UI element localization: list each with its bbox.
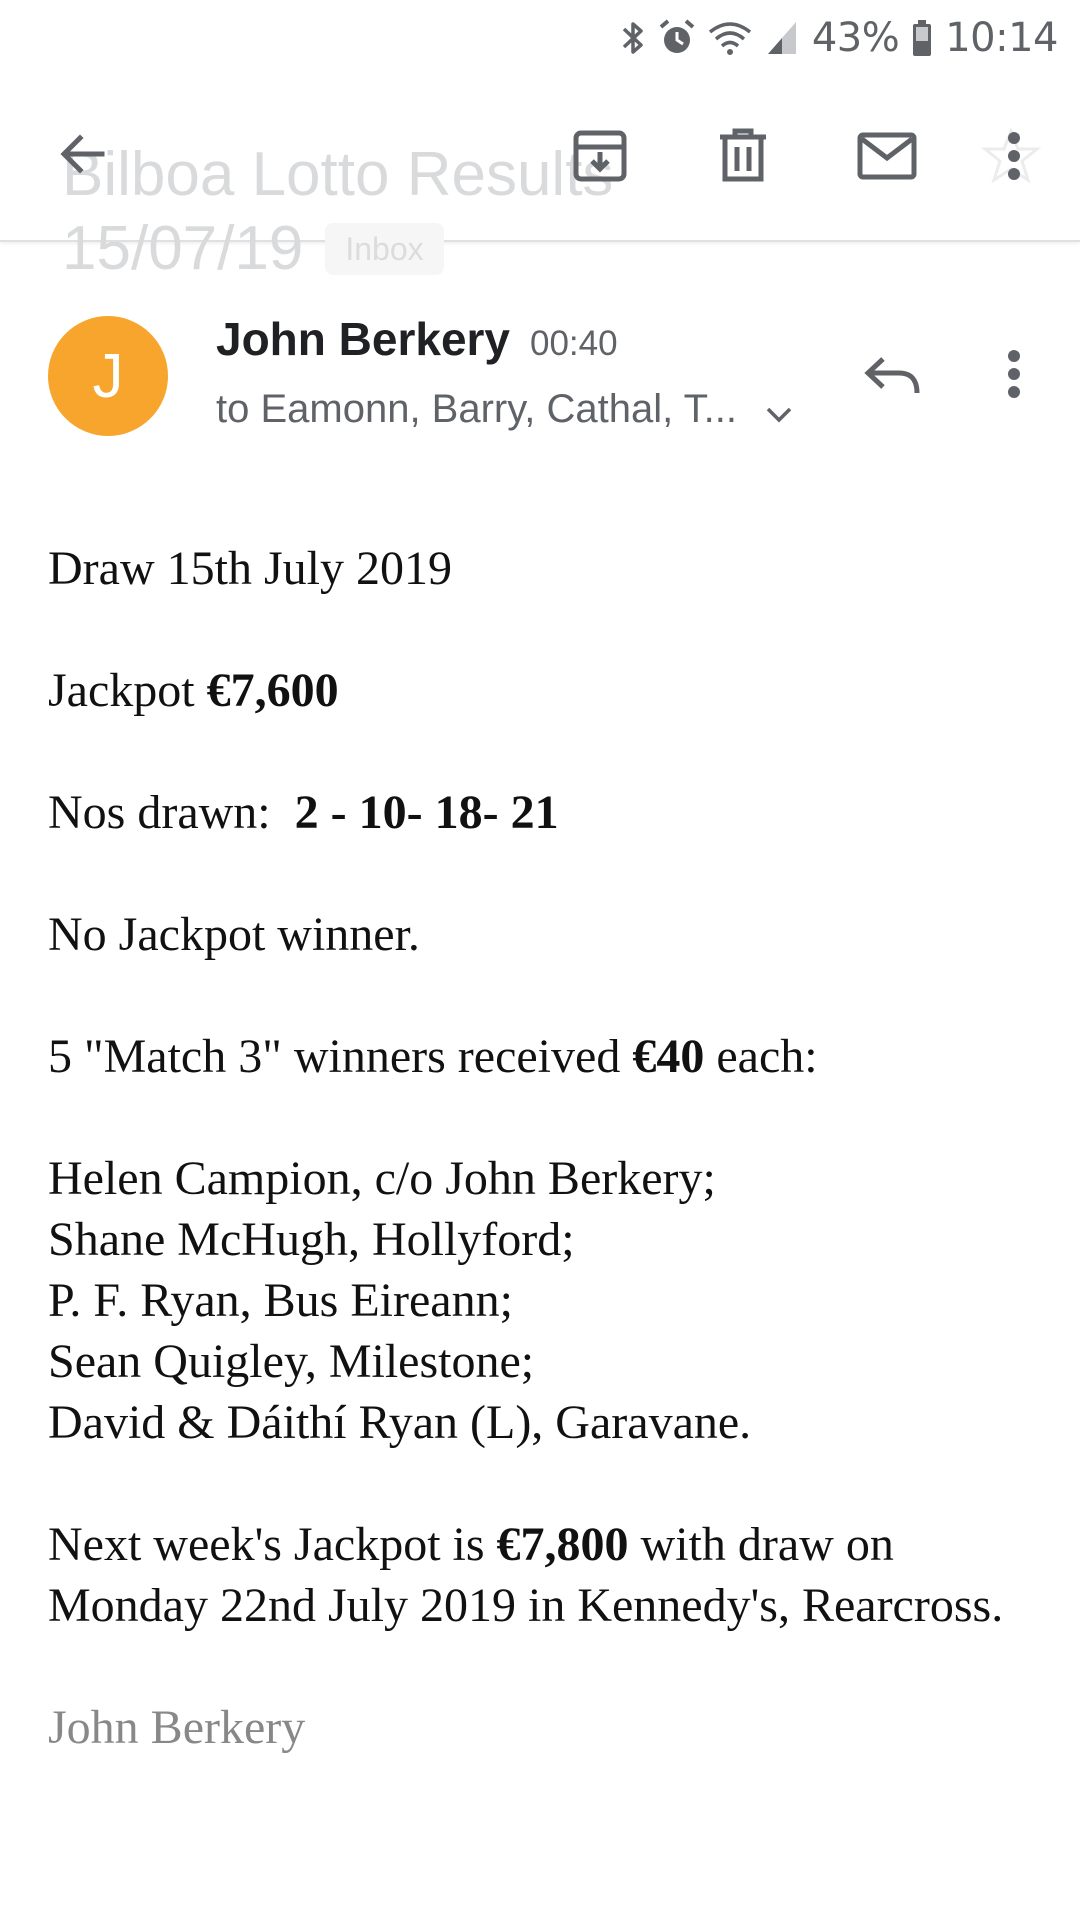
mark-unread-button[interactable] xyxy=(847,118,927,198)
status-icons xyxy=(620,10,1058,66)
subject-line-1: Bilboa Lotto Results xyxy=(62,140,614,209)
wifi-icon xyxy=(708,18,752,58)
draw-date-line: Draw 15th July 2019 xyxy=(48,542,452,595)
match3-prefix: 5 "Match 3" winners received xyxy=(48,1030,633,1083)
more-vert-icon xyxy=(1006,130,1022,187)
sender-name: John Berkery xyxy=(216,313,511,365)
jackpot-label: Jackpot xyxy=(48,664,207,717)
faded-subject-title xyxy=(62,138,613,286)
winner-item: Sean Quigley, Milestone; xyxy=(48,1335,535,1388)
archive-icon xyxy=(571,127,629,190)
app-bar xyxy=(0,76,1080,283)
battery-icon xyxy=(911,18,933,58)
winner-item: P. F. Ryan, Bus Eireann; xyxy=(48,1274,513,1327)
numbers-drawn-line xyxy=(48,782,1048,843)
back-arrow-icon xyxy=(54,126,110,187)
email-body xyxy=(48,538,1048,1758)
jackpot-amount: €7,600 xyxy=(206,664,339,717)
mail-icon xyxy=(856,131,918,186)
archive-button[interactable] xyxy=(560,118,640,198)
status-time: 10:14 xyxy=(945,15,1058,61)
winner-item: David & Dáithí Ryan (L), Garavane. xyxy=(48,1396,752,1449)
bluetooth-icon xyxy=(620,18,646,58)
recipients-toggle[interactable] xyxy=(216,384,793,435)
delete-icon xyxy=(716,127,770,190)
signature: John Berkery xyxy=(48,1701,306,1754)
sender-avatar[interactable] xyxy=(48,316,168,436)
next-jackpot-suffix: with draw on Monday 22nd July 2019 in Kennedy's, Rearcross. xyxy=(48,1518,1004,1632)
match3-suffix: each: xyxy=(704,1030,818,1083)
winner-item: Helen Campion, c/o John Berkery; xyxy=(48,1152,716,1205)
chevron-down-icon xyxy=(765,390,793,435)
winner-item: Shane McHugh, Hollyford; xyxy=(48,1213,575,1266)
avatar-letter: J xyxy=(92,341,124,411)
message-more-options-button[interactable] xyxy=(984,336,1044,416)
status-bar xyxy=(0,0,1080,76)
alarm-icon xyxy=(658,18,696,58)
message-time: 00:40 xyxy=(530,324,618,363)
numbers-drawn-label: Nos drawn: xyxy=(48,786,295,839)
no-winner-line: No Jackpot winner. xyxy=(48,908,420,961)
next-jackpot-prefix: Next week's Jackpot is xyxy=(48,1518,497,1571)
delete-button[interactable] xyxy=(703,118,783,198)
jackpot-line xyxy=(48,660,1048,721)
next-jackpot-line xyxy=(48,1514,1048,1636)
subject-line-2: 15/07/19 xyxy=(62,214,304,283)
more-options-button[interactable] xyxy=(984,118,1044,198)
more-vert-icon xyxy=(1006,348,1022,405)
winners-list xyxy=(48,1148,1048,1453)
signal-icon xyxy=(764,18,800,58)
reply-button[interactable] xyxy=(852,338,932,418)
numbers-drawn-values: 2 - 10- 18- 21 xyxy=(294,786,559,839)
inbox-label-badge: Inbox xyxy=(325,223,443,275)
battery-percent: 43% xyxy=(811,15,900,61)
match3-amount: €40 xyxy=(632,1030,705,1083)
match3-line xyxy=(48,1026,1048,1087)
next-jackpot-amount: €7,800 xyxy=(496,1518,629,1571)
back-button[interactable] xyxy=(42,116,122,196)
reply-icon xyxy=(863,353,921,404)
recipients-text: to Eamonn, Barry, Cathal, T... xyxy=(216,387,737,431)
